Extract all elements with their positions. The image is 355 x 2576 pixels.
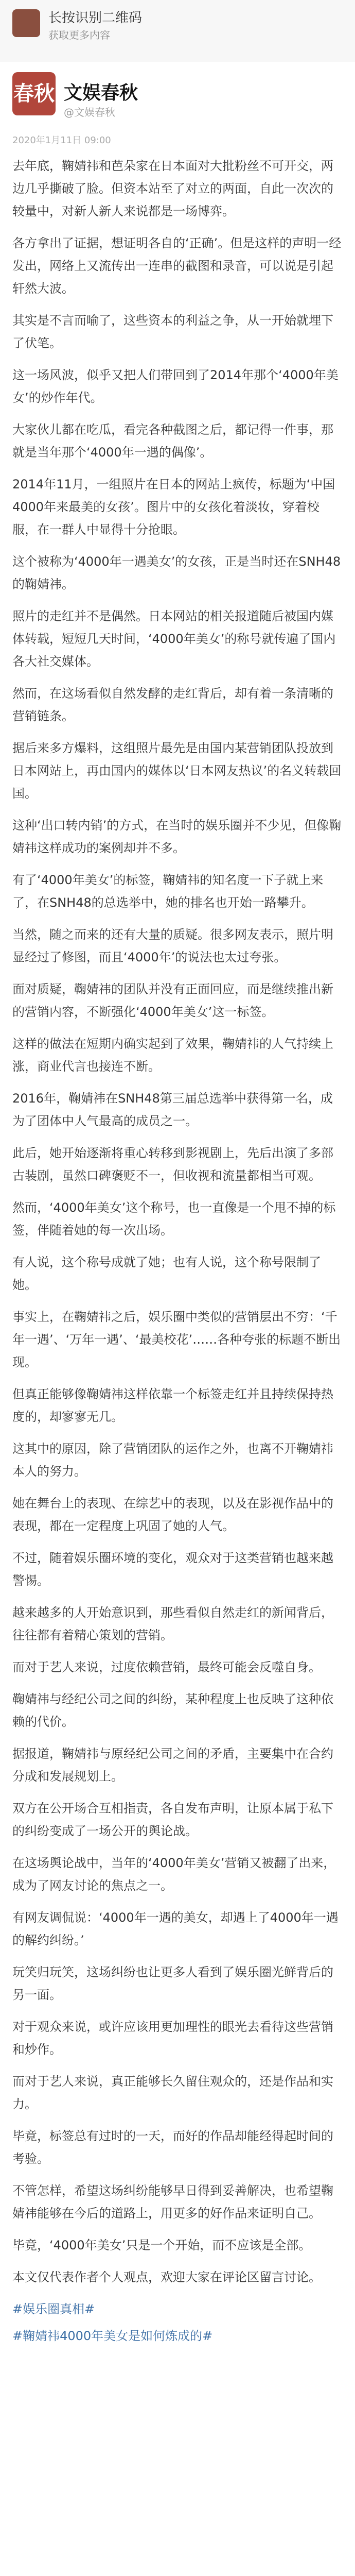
- paragraph: 本文仅代表作者个人观点，欢迎大家在评论区留言讨论。: [12, 2270, 321, 2284]
- paragraph: 双方在公开场合互相指责，各自发布声明，让原本属于私下的纠纷变成了一场公开的舆论战。: [12, 1801, 333, 1838]
- article-header: [12, 72, 343, 144]
- paragraph: 此后，她开始逐渐将重心转移到影视剧上，先后出演了多部古装剧，虽然口碑褒贬不一，但收视和流量都相当可观。: [12, 1146, 333, 1183]
- paragraph: 不管怎样，希望这场纠纷能够早日得到妥善解决，也希望鞠婧祎能够在今后的道路上，用更多的好作品来证明自己。: [12, 2183, 333, 2221]
- top-banner: [0, 0, 355, 62]
- banner-subtitle: 获取更多内容: [48, 29, 110, 41]
- paragraph: 这其中的原因，除了营销团队的运作之外，也离不开鞠婧祎本人的努力。: [12, 1442, 333, 1479]
- paragraph: 这种‘出口转内销’的方式，在当时的娱乐圈并不少见，但像鞠婧祎这样成功的案例却并不多。: [12, 818, 342, 855]
- account-handle: @文娱春秋: [64, 106, 115, 118]
- paragraph: 然而，‘4000年美女’这个称号，也一直像是一个甩不掉的标签，伴随着她的每一次出场。: [12, 1200, 336, 1238]
- paragraph: 有人说，这个称号成就了她；也有人说，这个称号限制了她。: [12, 1255, 321, 1292]
- paragraph: 各方拿出了证据，想证明各自的‘正确’。但是这样的声明一经发出，网络上又流传出一连串的截图和录音，可以说是引起轩然大波。: [12, 236, 342, 296]
- paragraph: 2016年，鞠婧祎在SNH48第三届总选举中获得第一名，成为了团体中人气最高的成员之一。: [12, 1091, 333, 1128]
- paragraph: 毕竟，标签总有过时的一天，而好的作品却能经得起时间的考验。: [12, 2129, 333, 2166]
- paragraph: 她在舞台上的表现、在综艺中的表现，以及在影视作品中的表现，都在一定程度上巩固了她的人气。: [12, 1496, 333, 1533]
- hashtag-link[interactable]: #娱乐圈真相#: [12, 2302, 95, 2316]
- paragraph: 玩笑归玩笑，这场纠纷也让更多人看到了娱乐圈光鲜背后的另一面。: [12, 1965, 333, 2002]
- paragraph: 事实上，在鞠婧祎之后，娱乐圈中类似的营销层出不穷：‘千年一遇’、‘万年一遇’、‘最美校花’……各种夸张的标题不断出现。: [12, 1310, 341, 1369]
- banner-avatar: [12, 9, 40, 37]
- paragraph: 有了‘4000年美女’的标签，鞠婧祎的知名度一下子就上来了，在SNH48的总选举中，她的排名也开始一路攀升。: [12, 873, 324, 910]
- paragraph: 毕竟，‘4000年美女’只是一个开始，而不应该是全部。: [12, 2238, 311, 2252]
- tag-list: [12, 2298, 343, 2347]
- paragraph: 然而，在这场看似自然发酵的走红背后，却有着一条清晰的营销链条。: [12, 686, 333, 723]
- paragraph: 有网友调侃说：‘4000年一遇的美女，却遇上了4000年一遇的解约纠纷。’: [12, 1910, 339, 1947]
- article-body: [12, 155, 343, 2351]
- paragraph: 据报道，鞠婧祎与原经纪公司之间的矛盾，主要集中在合约分成和发展规划上。: [12, 1747, 333, 1784]
- paragraph: 据后来多方爆料，这组照片最先是由国内某营销团队投放到日本网站上，再由国内的媒体以‘日本网友热议’的名义转载回国。: [12, 741, 342, 801]
- publish-date: 2020年1月11日 09:00: [12, 135, 111, 146]
- paragraph: 这样的做法在短期内确实起到了效果，鞠婧祎的人气持续上涨，商业代言也接连不断。: [12, 1037, 333, 1074]
- paragraph: 照片的走红并不是偶然。日本网站的相关报道随后被国内媒体转载，短短几天时间，‘4000年美女’的称号就传遍了国内各大社交媒体。: [12, 609, 336, 669]
- paragraph: 但真正能够像鞠婧祎这样依靠一个标签走红并且持续保持热度的，却寥寥无几。: [12, 1387, 333, 1424]
- paragraph: 对于观众来说，或许应该用更加理性的眼光去看待这些营销和炒作。: [12, 2020, 333, 2057]
- paragraph: 鞠婧祎与经纪公司之间的纠纷，某种程度上也反映了这种依赖的代价。: [12, 1692, 333, 1729]
- paragraph: 2014年11月，一组照片在日本的网站上疯传，标题为‘中国4000年来最美的女孩’。图片中的女孩化着淡妆，穿着校服，在一群人中显得十分抢眼。: [12, 477, 335, 537]
- banner-title: 长按识别二维码: [48, 10, 143, 26]
- paragraph: 这一场风波，似乎又把人们带回到了2014年那个‘4000年美女’的炒作年代。: [12, 368, 339, 405]
- paragraph: 而对于艺人来说，真正能够长久留住观众的，还是作品和实力。: [12, 2074, 333, 2111]
- paragraph: 面对质疑，鞠婧祎的团队并没有正面回应，而是继续推出新的营销内容，不断强化‘4000年美女’这一标签。: [12, 982, 333, 1019]
- paragraph: 而对于艺人来说，过度依赖营销，最终可能会反噬自身。: [12, 1660, 321, 1674]
- paragraph: 这个被称为‘4000年一遇美女’的女孩，正是当时还在SNH48的鞠婧祎。: [12, 554, 341, 591]
- paragraph: 去年底，鞠婧祎和芭朵家在日本面对大批粉丝不可开交，两边几乎撕破了脸。但资本站至了对立的两面，自此一次次的较量中，对新人新人来说都是一场博弈。: [12, 159, 333, 218]
- paragraph: 在这场舆论战中，当年的‘4000年美女’营销又被翻了出来，成为了网友讨论的焦点之一。: [12, 1856, 336, 1893]
- account-name[interactable]: 文娱春秋: [64, 82, 138, 104]
- paragraph: 当然，随之而来的还有大量的质疑。很多网友表示，照片明显经过了修图，而且‘4000年’的说法也太过夸张。: [12, 927, 333, 964]
- paragraph: 其实是不言而喻了，这些资本的利益之争，从一开始就埋下了伏笔。: [12, 313, 333, 350]
- hashtag-link[interactable]: #鞠婧祎4000年美女是如何炼成的#: [12, 2329, 213, 2343]
- paragraph: 不过，随着娱乐圈环境的变化，观众对于这类营销也越来越警惕。: [12, 1551, 333, 1588]
- account-logo: 春秋: [12, 72, 56, 115]
- paragraph: 越来越多的人开始意识到，那些看似自然走红的新闻背后，往往都有着精心策划的营销。: [12, 1605, 333, 1642]
- paragraph: 大家伙儿都在吃瓜，看完各种截图之后，都记得一件事，那就是当年那个‘4000年一遇的偶像’。: [12, 422, 333, 460]
